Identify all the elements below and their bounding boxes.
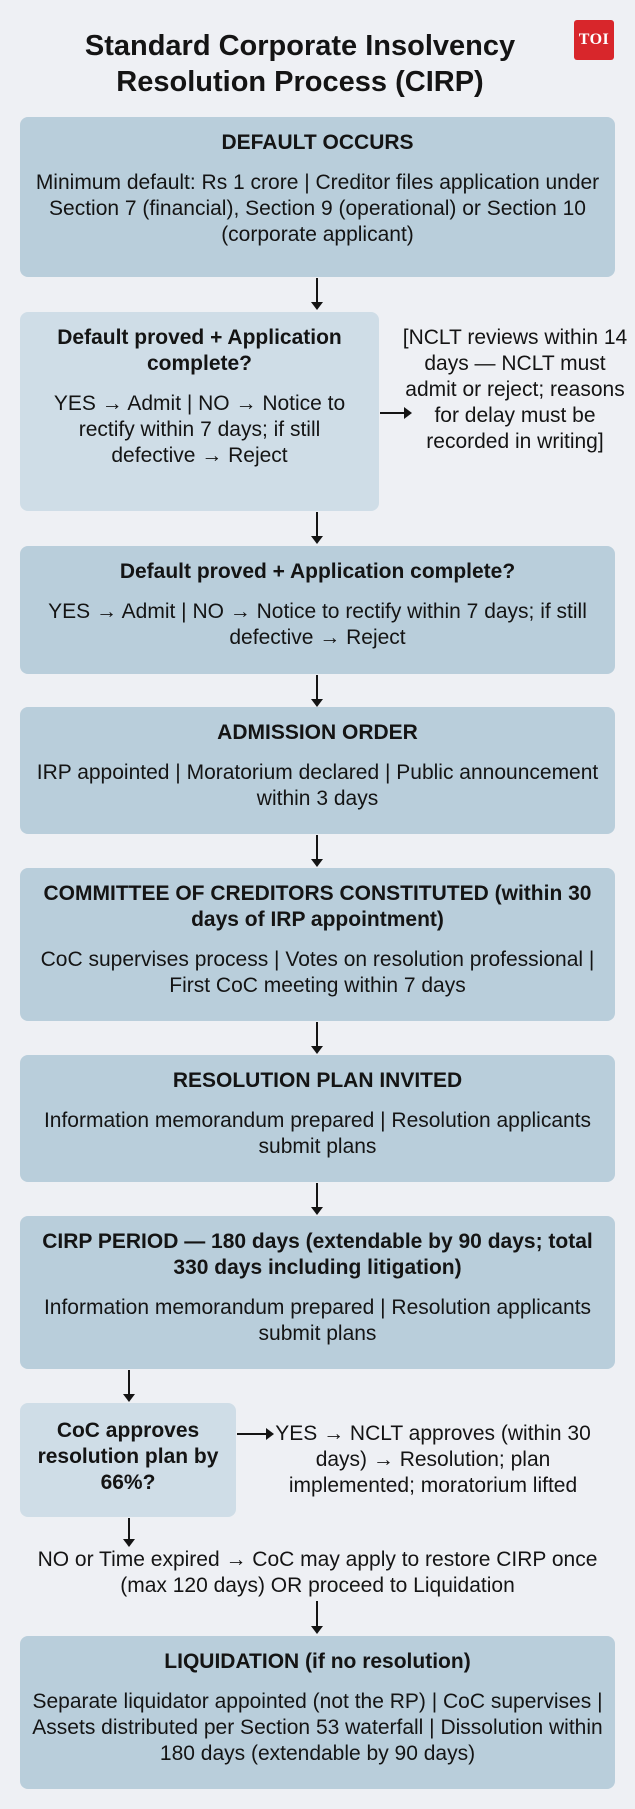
step-default-proved-check [20, 312, 379, 511]
step-liquidation [20, 1636, 615, 1789]
step-coc-approval-check [20, 1403, 236, 1517]
flow-arrow [316, 1183, 318, 1208]
step-body: IRP appointed | Moratorium declared | Public announcement within 3 days [36, 761, 599, 810]
page-title: Standard Corporate Insolvency Resolution Process (CIRP) [84, 30, 516, 98]
step-heading: CoC approves resolution plan by 66%? [37, 1419, 219, 1494]
flow-arrow [316, 1601, 318, 1627]
flow-arrow [316, 278, 318, 303]
step-body: Information memorandum prepared | Resolution applicants submit plans [43, 1109, 592, 1158]
step-heading: COMMITTEE OF CREDITORS CONSTITUTED (within 30 days of IRP appointment) [43, 882, 592, 931]
step-heading: LIQUIDATION (if no resolution) [164, 1650, 471, 1673]
yes-path-note: YES → NCLT approves (within 30 days) → Resolution; plan implemented; moratorium lifted [275, 1422, 591, 1497]
step-resolution-plan-invited [20, 1055, 615, 1182]
step-application-check [20, 546, 615, 674]
no-path-note: NO or Time expired → CoC may apply to restore CIRP once (max 120 days) OR proceed to Liquidation [37, 1548, 598, 1597]
step-body: YES → Admit | NO → Notice to rectify within 7 days; if still defective → Reject [48, 600, 587, 649]
step-committee-of-creditors [20, 868, 615, 1021]
step-body: Separate liquidator appointed (not the RP) | CoC supervises | Assets distributed per Section 53 waterfall | Dissolution within 180 days (extendable by 90 days) [32, 1690, 603, 1765]
step-heading: RESOLUTION PLAN INVITED [172, 1069, 463, 1092]
step-body: CoC supervises process | Votes on resolution professional | First CoC meeting within 7 days [40, 948, 595, 997]
step-heading: Default proved + Application complete? [57, 326, 342, 375]
step-default-occurs [20, 117, 615, 277]
step-admission-order [20, 707, 615, 834]
step-heading: Default proved + Application complete? [119, 560, 516, 583]
step-cirp-period [20, 1216, 615, 1369]
nclt-review-note: [NCLT reviews within 14 days — NCLT must admit or reject; reasons for delay must be recorded in writing] [402, 326, 628, 453]
step-body: YES → Admit | NO → Notice to rectify within 7 days; if still defective → Reject [53, 392, 346, 467]
flow-arrow [316, 1022, 318, 1047]
flow-arrow [316, 512, 318, 537]
flow-arrow [128, 1370, 130, 1395]
flow-arrow [128, 1518, 130, 1540]
flow-arrow [316, 835, 318, 860]
step-heading: CIRP PERIOD — 180 days (extendable by 90 days; total 330 days including litigation) [42, 1230, 593, 1279]
step-heading: ADMISSION ORDER [217, 721, 418, 744]
step-body: Information memorandum prepared | Resolution applicants submit plans [43, 1296, 592, 1345]
step-heading: DEFAULT OCCURS [221, 131, 414, 154]
toi-logo: TOI [574, 20, 614, 60]
flow-arrow [316, 675, 318, 700]
step-body: Minimum default: Rs 1 crore | Creditor files application under Section 7 (financial), Section 9 (operational) or Section 10 (corporate applicant) [35, 171, 600, 246]
